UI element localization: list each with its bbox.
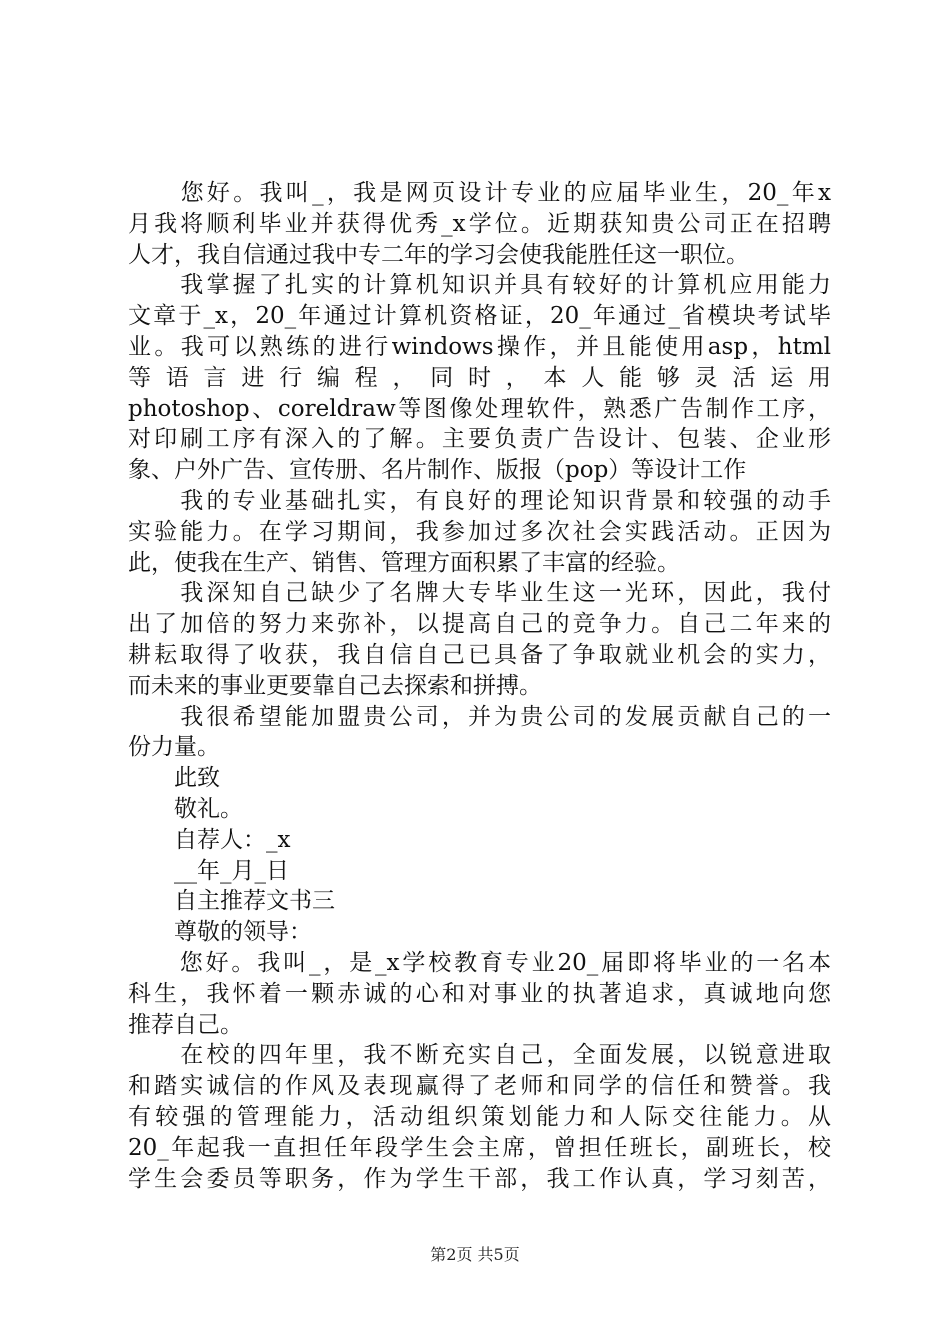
text-line: 自荐人：_x <box>128 826 291 853</box>
text-line: 对印刷工序有深入的了解。主要负责广告设计、包装、企业形 <box>128 426 831 453</box>
text-line: 实验能力。在学习期间，我参加过多次社会实践活动。正因为 <box>128 518 831 545</box>
text-line: 我掌握了扎实的计算机知识并具有较好的计算机应用能力 <box>128 272 831 299</box>
text-line: 文章于_x，20_年通过计算机资格证，20_年通过_省模块考试毕 <box>128 303 831 330</box>
text-line: 科生，我怀着一颗赤诚的心和对事业的执著追求，真诚地向您 <box>128 980 831 1007</box>
text-line: 出了加倍的努力来弥补，以提高自己的竞争力。自己二年来的 <box>128 611 831 638</box>
text-line: 尊敬的领导： <box>128 919 312 946</box>
text-line: 此致 <box>128 765 220 792</box>
page-footer: 第2页 共5页 <box>430 1245 520 1264</box>
text-line: 象、户外广告、宣传册、名片制作、版报（pop）等设计工作 <box>128 457 747 484</box>
document-body <box>128 178 831 1194</box>
text-line: 我的专业基础扎实，有良好的理论知识背景和较强的动手 <box>128 487 831 514</box>
text-line: 份力量。 <box>128 734 220 761</box>
text-line: 人才，我自信通过我中专二年的学习会使我能胜任这一职位。 <box>128 241 749 268</box>
text-line: photoshop、coreldraw等图像处理软件，熟悉广告制作工序， <box>128 395 831 422</box>
text-line: 自主推荐文书三 <box>128 888 335 915</box>
text-line: 我很希望能加盟贵公司，并为贵公司的发展贡献自己的一 <box>128 703 831 730</box>
text-line: 学生会委员等职务，作为学生干部，我工作认真，学习刻苦， <box>128 1165 831 1192</box>
text-line: 此，使我在生产、销售、管理方面积累了丰富的经验。 <box>128 549 680 576</box>
text-line: 有较强的管理能力，活动组织策划能力和人际交往能力。从 <box>128 1103 831 1130</box>
text-line: 月我将顺利毕业并获得优秀_x学位。近期获知贵公司正在招聘 <box>128 210 831 237</box>
text-line: 等语言进行编程，同时，本人能够灵活运用 <box>128 364 831 391</box>
text-line: 业。我可以熟练的进行windows操作，并且能使用asp，html <box>128 333 831 360</box>
text-line: 您好。我叫_，我是网页设计专业的应届毕业生，20_年x <box>128 180 831 206</box>
text-line: 和踏实诚信的作风及表现赢得了老师和同学的信任和赞誉。我 <box>128 1073 831 1100</box>
text-line: 敬礼。 <box>128 795 243 822</box>
text-line: 而未来的事业更要靠自己去探索和拼搏。 <box>128 672 542 699</box>
text-line: 推荐自己。 <box>128 1011 243 1038</box>
text-line: __年_月_日 <box>128 857 289 884</box>
text-line: 耕耘取得了收获，我自信自己已具备了争取就业机会的实力， <box>128 641 831 668</box>
text-line: 您好。我叫_，是_x学校教育专业20_届即将毕业的一名本 <box>128 949 831 976</box>
text-line: 20_年起我一直担任年段学生会主席，曾担任班长，副班长，校 <box>128 1134 831 1161</box>
text-line: 在校的四年里，我不断充实自己，全面发展，以锐意进取 <box>128 1042 831 1069</box>
text-line: 我深知自己缺少了名牌大专毕业生这一光环，因此，我付 <box>128 580 831 607</box>
